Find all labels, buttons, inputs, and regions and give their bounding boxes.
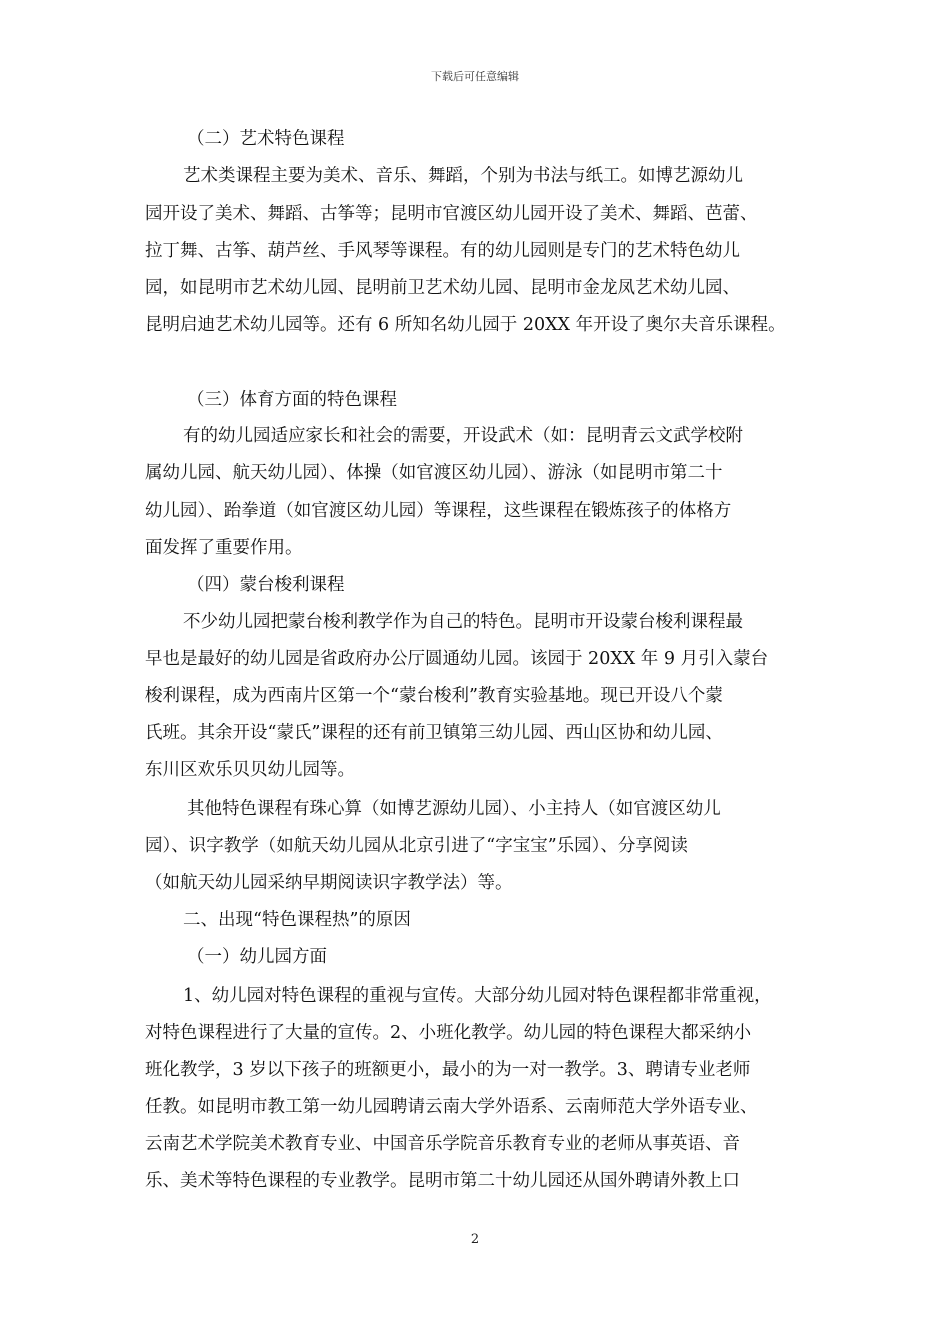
paragraph-line: 其他特色课程有珠心算（如博艺源幼儿园）、小主持人（如官渡区幼儿 (187, 799, 721, 819)
paragraph-line: 云南艺术学院美术教育专业、中国音乐学院音乐教育专业的老师从事英语、音 (145, 1134, 740, 1154)
paragraph-line: 不少幼儿园把蒙台梭利教学作为自己的特色。昆明市开设蒙台梭利课程最 (183, 612, 743, 632)
paragraph-line: 梭利课程，成为西南片区第一个“蒙台梭利”教育实验基地。现已开设八个蒙 (145, 686, 723, 706)
paragraph-line: 园开设了美术、舞蹈、古筝等；昆明市官渡区幼儿园开设了美术、舞蹈、芭蕾、 (145, 204, 758, 224)
paragraph-line: 属幼儿园、航天幼儿园）、体操（如官渡区幼儿园）、游泳（如昆明市第二十 (145, 463, 723, 483)
paragraph-line: 园）、识字教学（如航天幼儿园从北京引进了“字宝宝”乐园）、分享阅读 (145, 836, 688, 856)
paragraph-line: 早也是最好的幼儿园是省政府办公厅圆通幼儿园。该园于 20XX 年 9 月引入蒙台 (145, 649, 769, 669)
section-heading-reasons: 二、出现“特色课程热”的原因 (183, 910, 411, 930)
paragraph-line: 1、幼儿园对特色课程的重视与宣传。大部分幼儿园对特色课程都非常重视， (183, 986, 772, 1006)
paragraph-line: 昆明启迪艺术幼儿园等。还有 6 所知名幼儿园于 20XX 年开设了奥尔夫音乐课程。 (145, 315, 786, 335)
paragraph-line: 班化教学，3 岁以下孩子的班额更小，最小的为一对一教学。3、聘请专业老师 (145, 1060, 751, 1080)
section-heading-art: （二）艺术特色课程 (187, 129, 345, 149)
paragraph-line: 面发挥了重要作用。 (145, 538, 303, 558)
subsection-heading-kindergarten: （一）幼儿园方面 (187, 947, 327, 967)
paragraph-line: （如航天幼儿园采纳早期阅读识字教学法）等。 (145, 873, 513, 893)
section-heading-montessori: （四）蒙台梭利课程 (187, 575, 345, 595)
paragraph-line: 幼儿园）、跆拳道（如官渡区幼儿园）等课程，这些课程在锻炼孩子的体格方 (145, 501, 732, 521)
paragraph-line: 对特色课程进行了大量的宣传。2、小班化教学。幼儿园的特色课程大都采纳小 (145, 1023, 752, 1043)
paragraph-line: 氏班。其余开设“蒙氏”课程的还有前卫镇第三幼儿园、西山区协和幼儿园、 (145, 723, 723, 743)
paragraph-line: 东川区欢乐贝贝幼儿园等。 (145, 760, 355, 780)
paragraph-line: 艺术类课程主要为美术、音乐、舞蹈，个别为书法与纸工。如博艺源幼儿 (183, 166, 743, 186)
page-header: 下载后可任意编辑 (431, 70, 519, 83)
paragraph-line: 有的幼儿园适应家长和社会的需要，开设武术（如：昆明青云文武学校附 (183, 426, 743, 446)
paragraph-line: 乐、美术等特色课程的专业教学。昆明市第二十幼儿园还从国外聘请外教上口 (145, 1171, 740, 1191)
paragraph-line: 任教。如昆明市教工第一幼儿园聘请云南大学外语系、云南师范大学外语专业、 (145, 1097, 758, 1117)
page-number: 2 (470, 1232, 480, 1247)
paragraph-line: 园，如昆明市艺术幼儿园、昆明前卫艺术幼儿园、昆明市金龙凤艺术幼儿园、 (145, 278, 740, 298)
paragraph-line: 拉丁舞、古筝、葫芦丝、手风琴等课程。有的幼儿园则是专门的艺术特色幼儿 (145, 241, 740, 261)
section-heading-sports: （三）体育方面的特色课程 (187, 390, 397, 410)
